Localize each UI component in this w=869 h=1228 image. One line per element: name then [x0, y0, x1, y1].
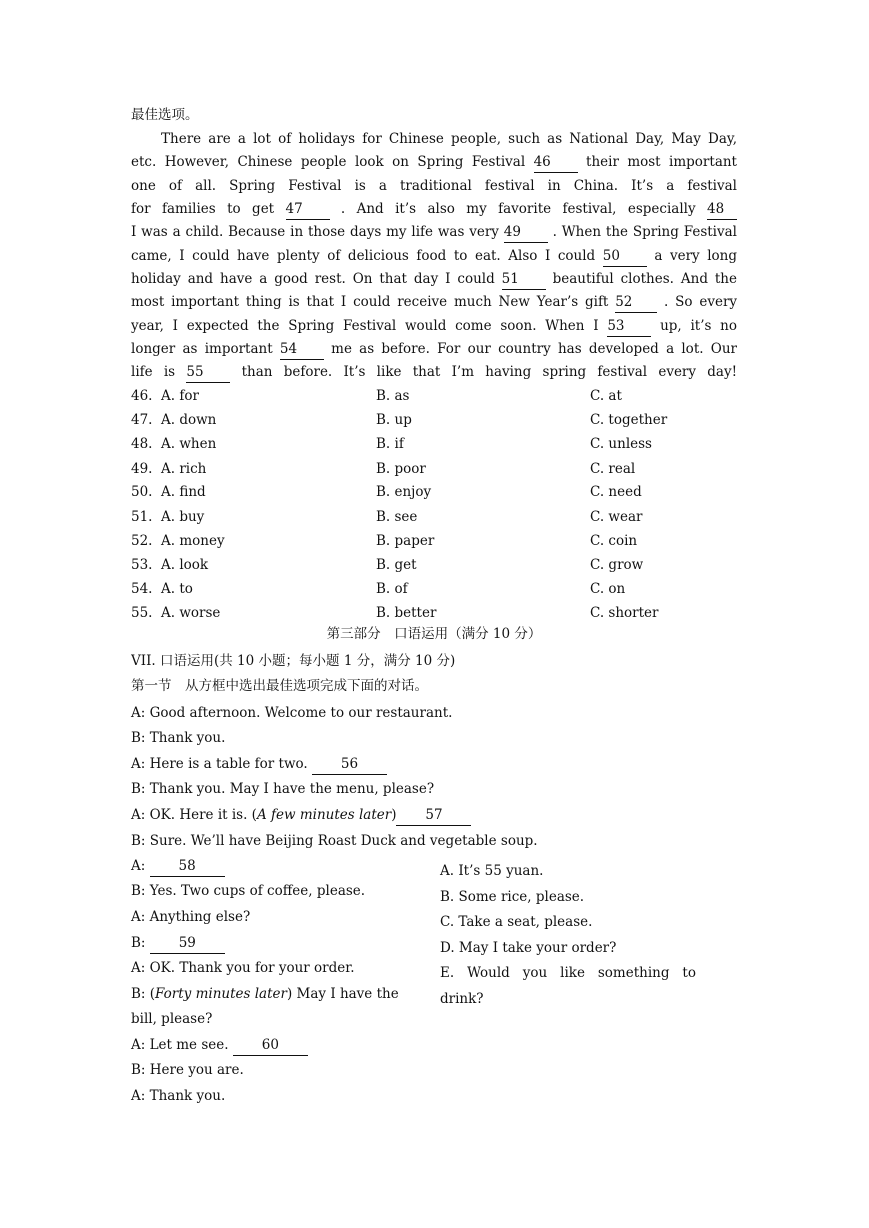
blank-58: 58 [150, 857, 225, 877]
option-row: 47. A. down B. up C. together [131, 412, 668, 428]
blank-56: 56 [312, 755, 387, 775]
passage-line: year, I expected the Spring Festival would come soon. When I 53 up, it’s no [131, 315, 737, 338]
option-row: 52. A. money B. paper C. coin [131, 533, 638, 549]
option-row: 48. A. when B. if C. unless [131, 436, 652, 452]
blank-49: 49 [504, 223, 548, 243]
passage-line: came, I could have plenty of delicious food to eat. Also I could 50 a very long [131, 245, 737, 268]
dialogue-line: B: Sure. We’ll have Beijing Roast Duck and vegetable soup. [131, 833, 538, 849]
passage-line: longer as important 54 me as before. For our country has developed a lot. Our [131, 338, 737, 361]
dialogue-line: A: Thank you. [131, 1088, 226, 1104]
choice-item: B. Some rice, please. [440, 888, 585, 905]
dialogue-line: A: Anything else? [131, 909, 251, 925]
dialogue-line: A: OK. Thank you for your order. [131, 960, 355, 976]
passage-line: for families to get 47 . And it’s also my favorite festival, especially 48 [131, 198, 737, 221]
passage-line: holiday and have a good rest. On that day I could 51 beautiful clothes. And the [131, 268, 737, 291]
dialogue-line: B: Thank you. [131, 730, 226, 746]
blank-60: 60 [233, 1036, 308, 1056]
dialogue-line: B: Thank you. May I have the menu, please? [131, 781, 435, 797]
option-row: 55. A. worse B. better C. shorter [131, 605, 659, 621]
dialogue-line: A: 58 [131, 854, 225, 878]
passage-line: There are a lot of holidays for Chinese people, such as National Day, May Day, [161, 131, 737, 147]
option-row: 50. A. find B. enjoy C. need [131, 484, 642, 500]
intro-text: 最佳选项。 [131, 107, 199, 123]
blank-57: 57 [396, 806, 471, 826]
dialogue-line: bill, please? [131, 1011, 213, 1027]
dialogue-line: B: (Forty minutes later) May I have the [131, 986, 399, 1002]
blank-52: 52 [615, 293, 657, 313]
section1-title: 第一节 从方框中选出最佳选项完成下面的对话。 [131, 678, 428, 694]
dialogue-line: B: Here you are. [131, 1062, 244, 1078]
option-row: 46. A. for B. as C. at [131, 388, 622, 404]
option-row: 54. A. to B. of C. on [131, 581, 626, 597]
dialogue-line: A: Good afternoon. Welcome to our restaurant. [131, 705, 453, 721]
blank-47: 47 [286, 200, 330, 220]
blank-50: 50 [603, 247, 647, 267]
choice-item-continued: drink? [440, 990, 484, 1007]
choice-box [440, 859, 696, 1012]
dialogue-line: B: Yes. Two cups of coffee, please. [131, 883, 366, 899]
blank-51: 51 [502, 270, 546, 290]
passage-line: etc. However, Chinese people look on Spring Festival 46 their most important [131, 151, 737, 174]
dialogue-line: A: Let me see. 60 [131, 1033, 308, 1057]
blank-59: 59 [150, 934, 225, 954]
dialogue-line: A: Here is a table for two. 56 [131, 752, 387, 776]
choice-item: A. It’s 55 yuan. [440, 863, 544, 879]
blank-54: 54 [280, 340, 324, 360]
part3-title: 第三部分 口语运用（满分 10 分） [326, 626, 542, 642]
option-row: 49. A. rich B. poor C. real [131, 461, 636, 477]
option-row: 53. A. look B. get C. grow [131, 557, 644, 573]
section7-title: VII. 口语运用(共 10 小题；每小题 1 分，满分 10 分) [131, 653, 456, 669]
passage-line: one of all. Spring Festival is a traditional festival in China. It’s a festival [131, 178, 737, 194]
choice-item: C. Take a seat, please. [440, 914, 593, 930]
dialogue-line: B: 59 [131, 931, 225, 955]
passage-line: most important thing is that I could receive much New Year’s gift 52 . So every [131, 291, 737, 314]
choice-item: D. May I take your order? [440, 939, 617, 956]
passage-line: I was a child. Because in those days my life was very 49 . When the Spring Festival [131, 221, 737, 244]
passage-line: life is 55 than before. It’s like that I’m having spring festival every day! [131, 361, 737, 384]
blank-46: 46 [534, 153, 578, 173]
option-row: 51. A. buy B. see C. wear [131, 509, 643, 525]
blank-53: 53 [607, 317, 651, 337]
choice-item: E. Would you like something to [440, 965, 696, 981]
blank-48: 48 [707, 200, 737, 220]
blank-55: 55 [186, 363, 230, 383]
dialogue-line: A: OK. Here it is. (A few minutes later) 57 [131, 803, 471, 827]
